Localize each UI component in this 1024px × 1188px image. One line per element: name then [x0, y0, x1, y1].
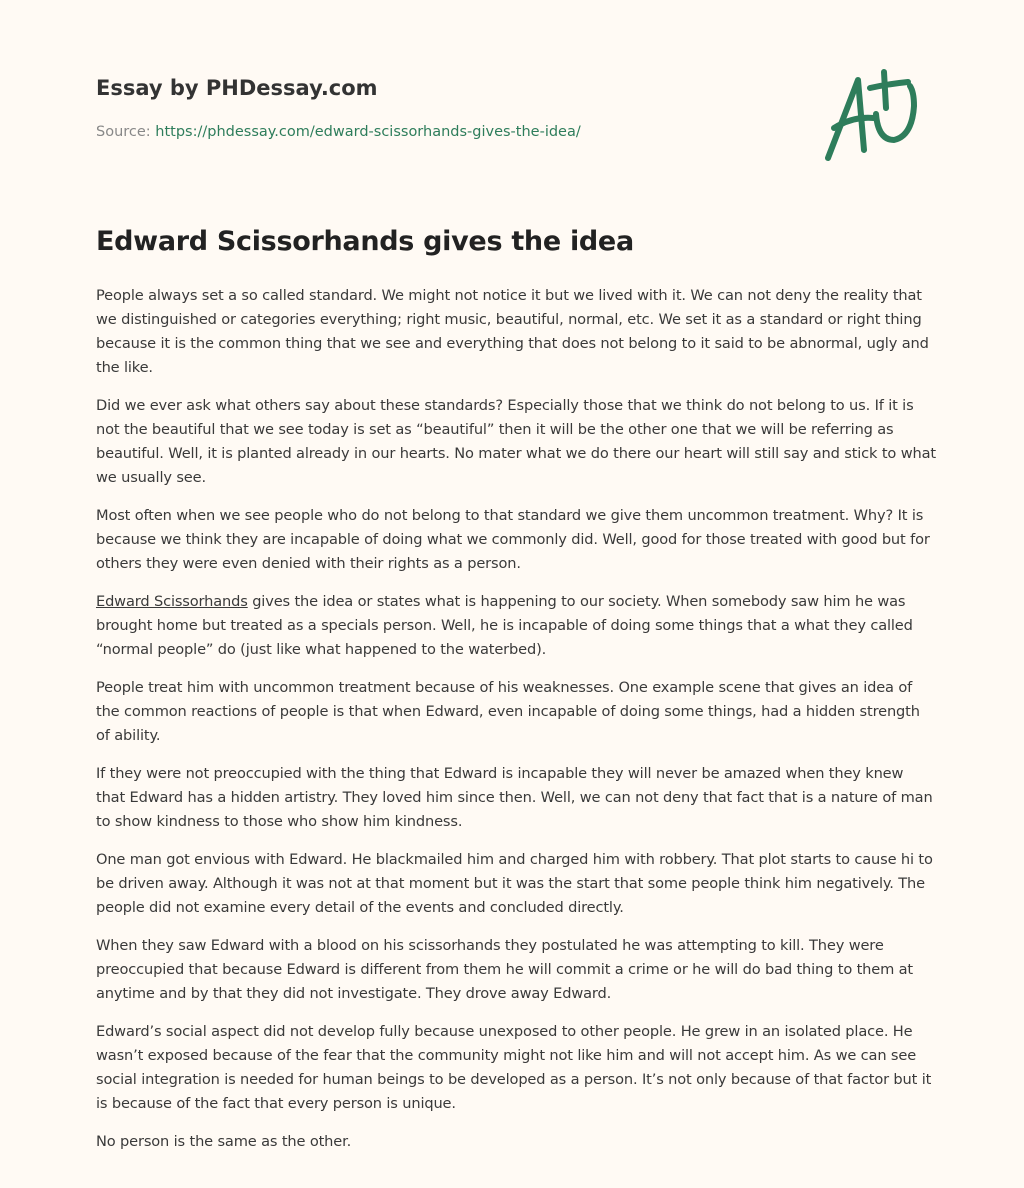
- paragraph: People treat him with uncommon treatment because of his weaknesses. One example scene that gives an idea of the common reactions of people is that when Edward, even incapable of doing some things, had a hidden strength of ability.: [96, 679, 920, 744]
- paragraph: If they were not preoccupied with the thing that Edward is incapable they will never be amazed when they knew that Edward has a hidden artistry. They loved him since then. Well, we can not deny that fact that is a nature of man to show kindness to those who show him kindness.: [96, 765, 933, 830]
- paragraph: When they saw Edward with a blood on his scissorhands they postulated he was attempting to kill. They were preoccupied that because Edward is different from them he will commit a crime or he will do bad thing to them at anytime and by that they did not investigate. They drove away Edward.: [96, 937, 914, 1002]
- essay-body: [96, 284, 936, 1168]
- paragraph: People always set a so called standard. We might not notice it but we lived with it. We can not deny the reality that we distinguished or categories everything; right music, beautiful, normal, etc. We set it as a standard or right thing because it is the common thing that we see and everything that does not belong to it said to be abnormal, ugly and the like.: [96, 287, 929, 376]
- essay-title: Edward Scissorhands gives the idea: [96, 226, 634, 257]
- paragraph: Most often when we see people who do not belong to that standard we give them uncommon treatment. Why? It is because we think they are incapable of doing what we commonly did. Well, good for those treated with good but for others they were even denied with their rights as a person.: [96, 507, 930, 572]
- source-link[interactable]: https://phdessay.com/edward-scissorhands-gives-the-idea/: [155, 124, 581, 140]
- brand-title: Essay by PHDessay.com: [96, 76, 378, 100]
- paragraph: One man got envious with Edward. He blackmailed him and charged him with robbery. That plot starts to cause hi to be driven away. Although it was not at that moment but it was the start that some people think him negatively. The people did not examine every detail of the events and concluded directly.: [96, 851, 933, 916]
- a-plus-logo: [818, 66, 928, 166]
- source-label: Source:: [96, 124, 151, 140]
- source-line: [96, 124, 581, 140]
- paragraph-with-link: [96, 590, 936, 662]
- paragraph: Did we ever ask what others say about these standards? Especially those that we think do not belong to us. If it is not the beautiful that we see today is set as “beautiful” then it will be the other one that we will be referring as beautiful. Well, it is planted already in our hearts. No mater what we do there our heart will still say and stick to what we usually see.: [96, 397, 936, 486]
- edward-scissorhands-link[interactable]: Edward Scissorhands: [96, 593, 248, 610]
- paragraph: No person is the same as the other.: [96, 1133, 352, 1150]
- paragraph-text: gives the idea or states what is happening to our society. When somebody saw him he was brought home but treated as a specials person. Well, he is incapable of doing some things that a what they called “normal people” do (just like what happened to the waterbed).: [96, 593, 913, 658]
- paragraph: Edward’s social aspect did not develop fully because unexposed to other people. He grew in an isolated place. He wasn’t exposed because of the fear that the community might not like him and will not accept him. As we can see social integration is needed for human beings to be developed as a person. It’s not only because of that factor but it is because of the fact that every person is unique.: [96, 1023, 932, 1112]
